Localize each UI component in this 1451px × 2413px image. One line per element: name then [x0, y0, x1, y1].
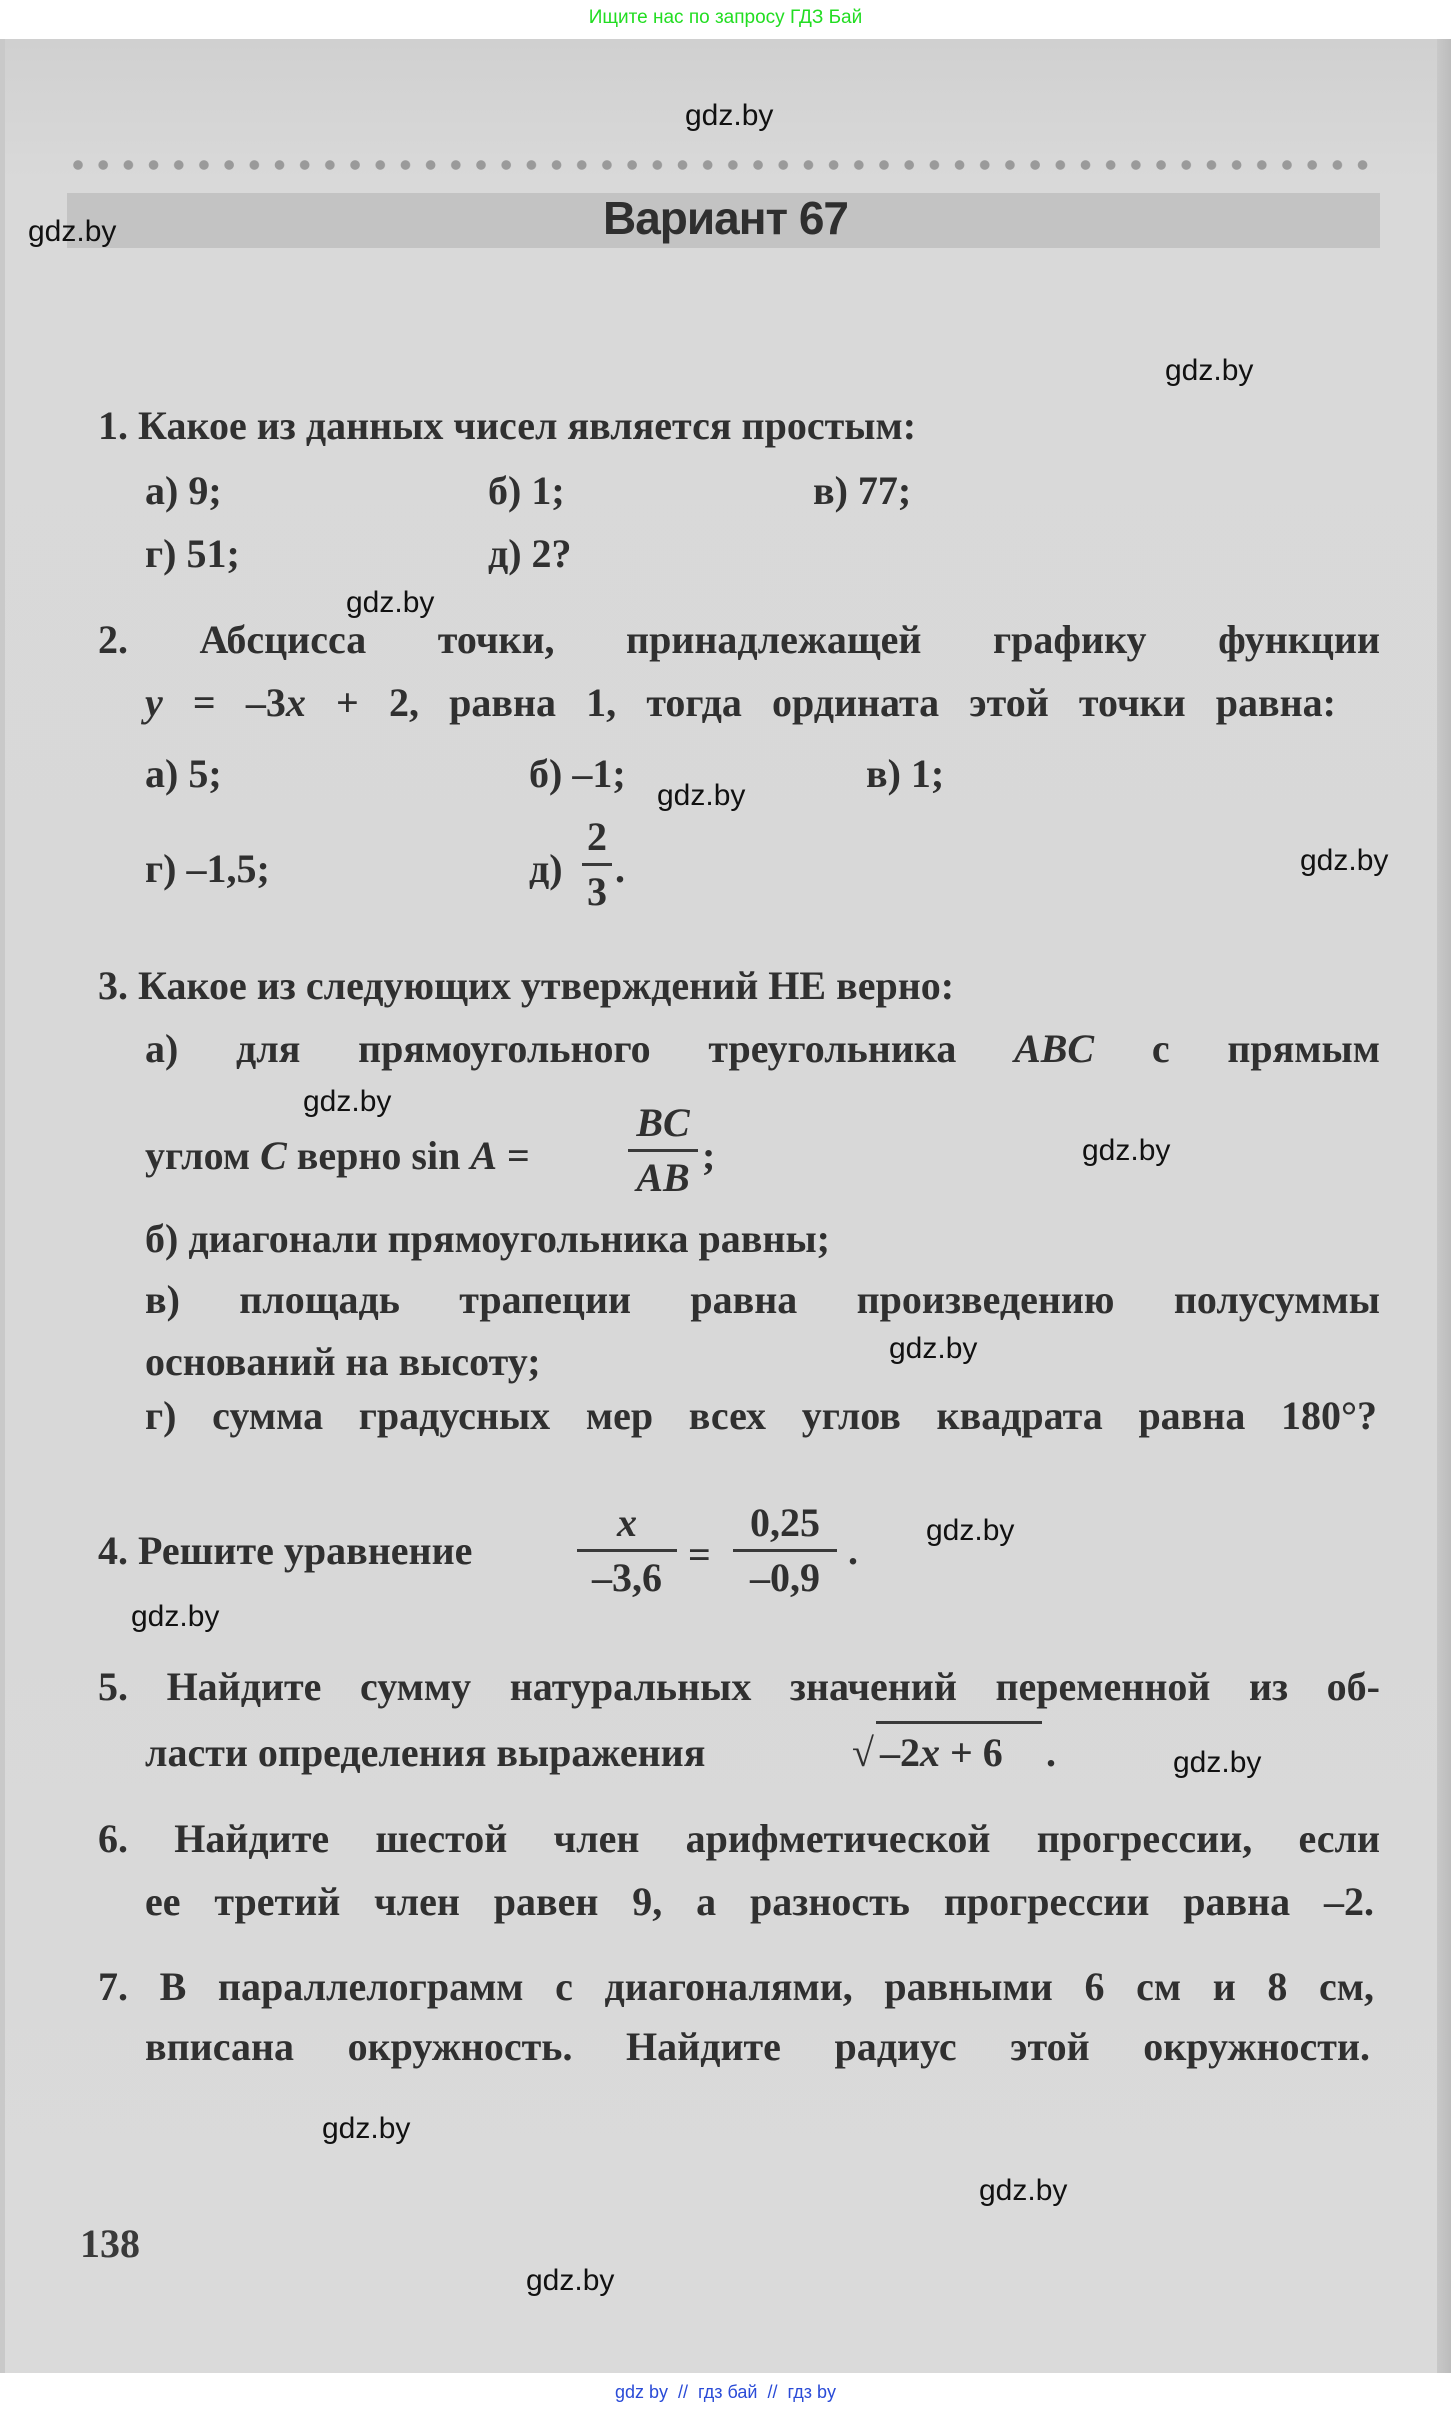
triangle-abc: ABC [1014, 1026, 1095, 1071]
q3-option-v-line-2: оснований на высоту; [145, 1339, 541, 1384]
question-5-line-1: 5. Найдите сумму натуральных значений переменной из об- [98, 1664, 1380, 1709]
q3-option-v-line-1: в) площадь трапеции равна произведению полусуммы [145, 1277, 1380, 1322]
q5-period: . [1046, 1730, 1056, 1775]
question-7-line-2: вписана окружность. Найдите радиус этой окружности. [145, 2024, 1370, 2069]
question-6-line-2: ее третий член равен 9, а разность прогрессии равна –2. [145, 1879, 1374, 1924]
formula-x: x [285, 680, 306, 725]
sqrt-sign: √ [852, 1730, 874, 1775]
formula-eq: = –3 [162, 680, 286, 725]
fraction-numerator: x [617, 1500, 637, 1545]
question-2-line-2 [145, 680, 1336, 725]
sqrt-overline [876, 1721, 1042, 1724]
fraction-denominator: –3,6 [592, 1555, 662, 1600]
q1-option-a: а) 9; [145, 468, 222, 513]
formula-y: y [145, 680, 163, 725]
q2-option-g: г) –1,5; [145, 846, 270, 891]
sqrt-var: x [920, 1730, 940, 1775]
fraction-denominator: –0,9 [750, 1555, 820, 1600]
promo-text[interactable]: Ищите нас по запросу ГДЗ Бай [588, 7, 863, 28]
q1-option-d: д) 2? [488, 531, 572, 576]
sqrt-const: + 6 [940, 1730, 1003, 1775]
question-6-line-1: 6. Найдите шестой член арифметической прогрессии, если [98, 1816, 1380, 1861]
q4-equals-sign: = [688, 1532, 711, 1577]
page-title: Вариант 67 [602, 192, 849, 244]
q3a-text-pre: а) для прямоугольного треугольника [145, 1026, 1015, 1071]
sqrt-body [880, 1730, 1003, 1775]
q3-option-a-line-2 [145, 1133, 530, 1178]
q1-option-b: б) 1; [488, 468, 565, 513]
watermark: gdz.by [685, 99, 774, 132]
watermark: gdz.by [657, 779, 746, 812]
equals-sign: = [497, 1133, 530, 1178]
q3-option-a-end: ; [702, 1133, 716, 1178]
watermark: gdz.by [889, 1332, 978, 1365]
watermark: gdz.by [1082, 1134, 1171, 1167]
angle-c: C [260, 1133, 287, 1178]
q3-option-b: б) диагонали прямоугольника равны; [145, 1216, 830, 1261]
q4-fraction-left [577, 1500, 677, 1600]
q1-option-g: г) 51; [145, 531, 240, 576]
q1-option-v: в) 77; [813, 468, 912, 513]
fraction-numerator: BC [636, 1100, 690, 1145]
formula-tail: + 2, равна 1, тогда ордината этой точки равна: [305, 680, 1336, 725]
fraction-numerator: 2 [587, 814, 607, 859]
question-7-line-1: 7. В параллелограмм с диагоналями, равными 6 см и 8 см, [98, 1964, 1374, 2009]
q3-option-a-fraction [628, 1100, 698, 1200]
fraction-bar [628, 1149, 698, 1152]
page-edge-left [0, 39, 5, 2373]
question-2-line-1: 2. Абсцисса точки, принадлежащей графику функции [98, 617, 1380, 662]
q4-fraction-right [733, 1500, 837, 1600]
q2-option-v: в) 1; [866, 751, 945, 796]
watermark: gdz.by [1165, 354, 1254, 387]
watermark: gdz.by [526, 2264, 615, 2297]
question-4-text: 4. Решите уравнение [98, 1528, 473, 1573]
page-edge-right [1437, 39, 1451, 2373]
fraction-numerator: 0,25 [750, 1500, 820, 1545]
q3a-text-post: с прямым [1094, 1026, 1380, 1071]
watermark: gdz.by [1173, 1746, 1262, 1779]
q2-option-d-fraction [582, 814, 612, 914]
q2-option-d-label: д) [529, 846, 563, 891]
q3-option-g: г) сумма градусных мер всех углов квадрата равна 180°? [145, 1393, 1377, 1438]
question-5-line-2: ласти определения выражения [145, 1730, 706, 1775]
q3a-angle-text: углом [145, 1133, 261, 1178]
watermark: gdz.by [28, 215, 117, 248]
q4-period: . [848, 1528, 858, 1573]
fraction-bar [577, 1549, 677, 1552]
q2-option-b: б) –1; [529, 751, 626, 796]
fraction-bar [582, 863, 612, 866]
q3-option-a-line-1 [145, 1026, 1380, 1071]
watermark: gdz.by [1300, 844, 1389, 877]
question-1-text: 1. Какое из данных чисел является простым: [98, 403, 917, 448]
watermark: gdz.by [979, 2174, 1068, 2207]
watermark: gdz.by [303, 1085, 392, 1118]
sqrt-coef: –2 [880, 1730, 920, 1775]
dotted-divider [72, 159, 1382, 171]
watermark: gdz.by [926, 1514, 1015, 1547]
watermark: gdz.by [346, 586, 435, 619]
scanned-page [0, 39, 1451, 2373]
question-3-text: 3. Какое из следующих утверждений НЕ верно: [98, 963, 955, 1008]
q2-option-a: а) 5; [145, 751, 222, 796]
page-number: 138 [80, 2221, 140, 2266]
fraction-denominator: AB [636, 1155, 690, 1200]
sin-text: верно sin [286, 1133, 471, 1178]
angle-a: A [470, 1133, 498, 1178]
q2-option-d-period: . [615, 846, 625, 891]
watermark: gdz.by [322, 2112, 411, 2145]
watermark: gdz.by [131, 1600, 220, 1633]
fraction-bar [733, 1549, 837, 1552]
fraction-denominator: 3 [587, 869, 607, 914]
footer-links[interactable]: gdz by // гдз бай // гдз by [614, 2382, 837, 2402]
